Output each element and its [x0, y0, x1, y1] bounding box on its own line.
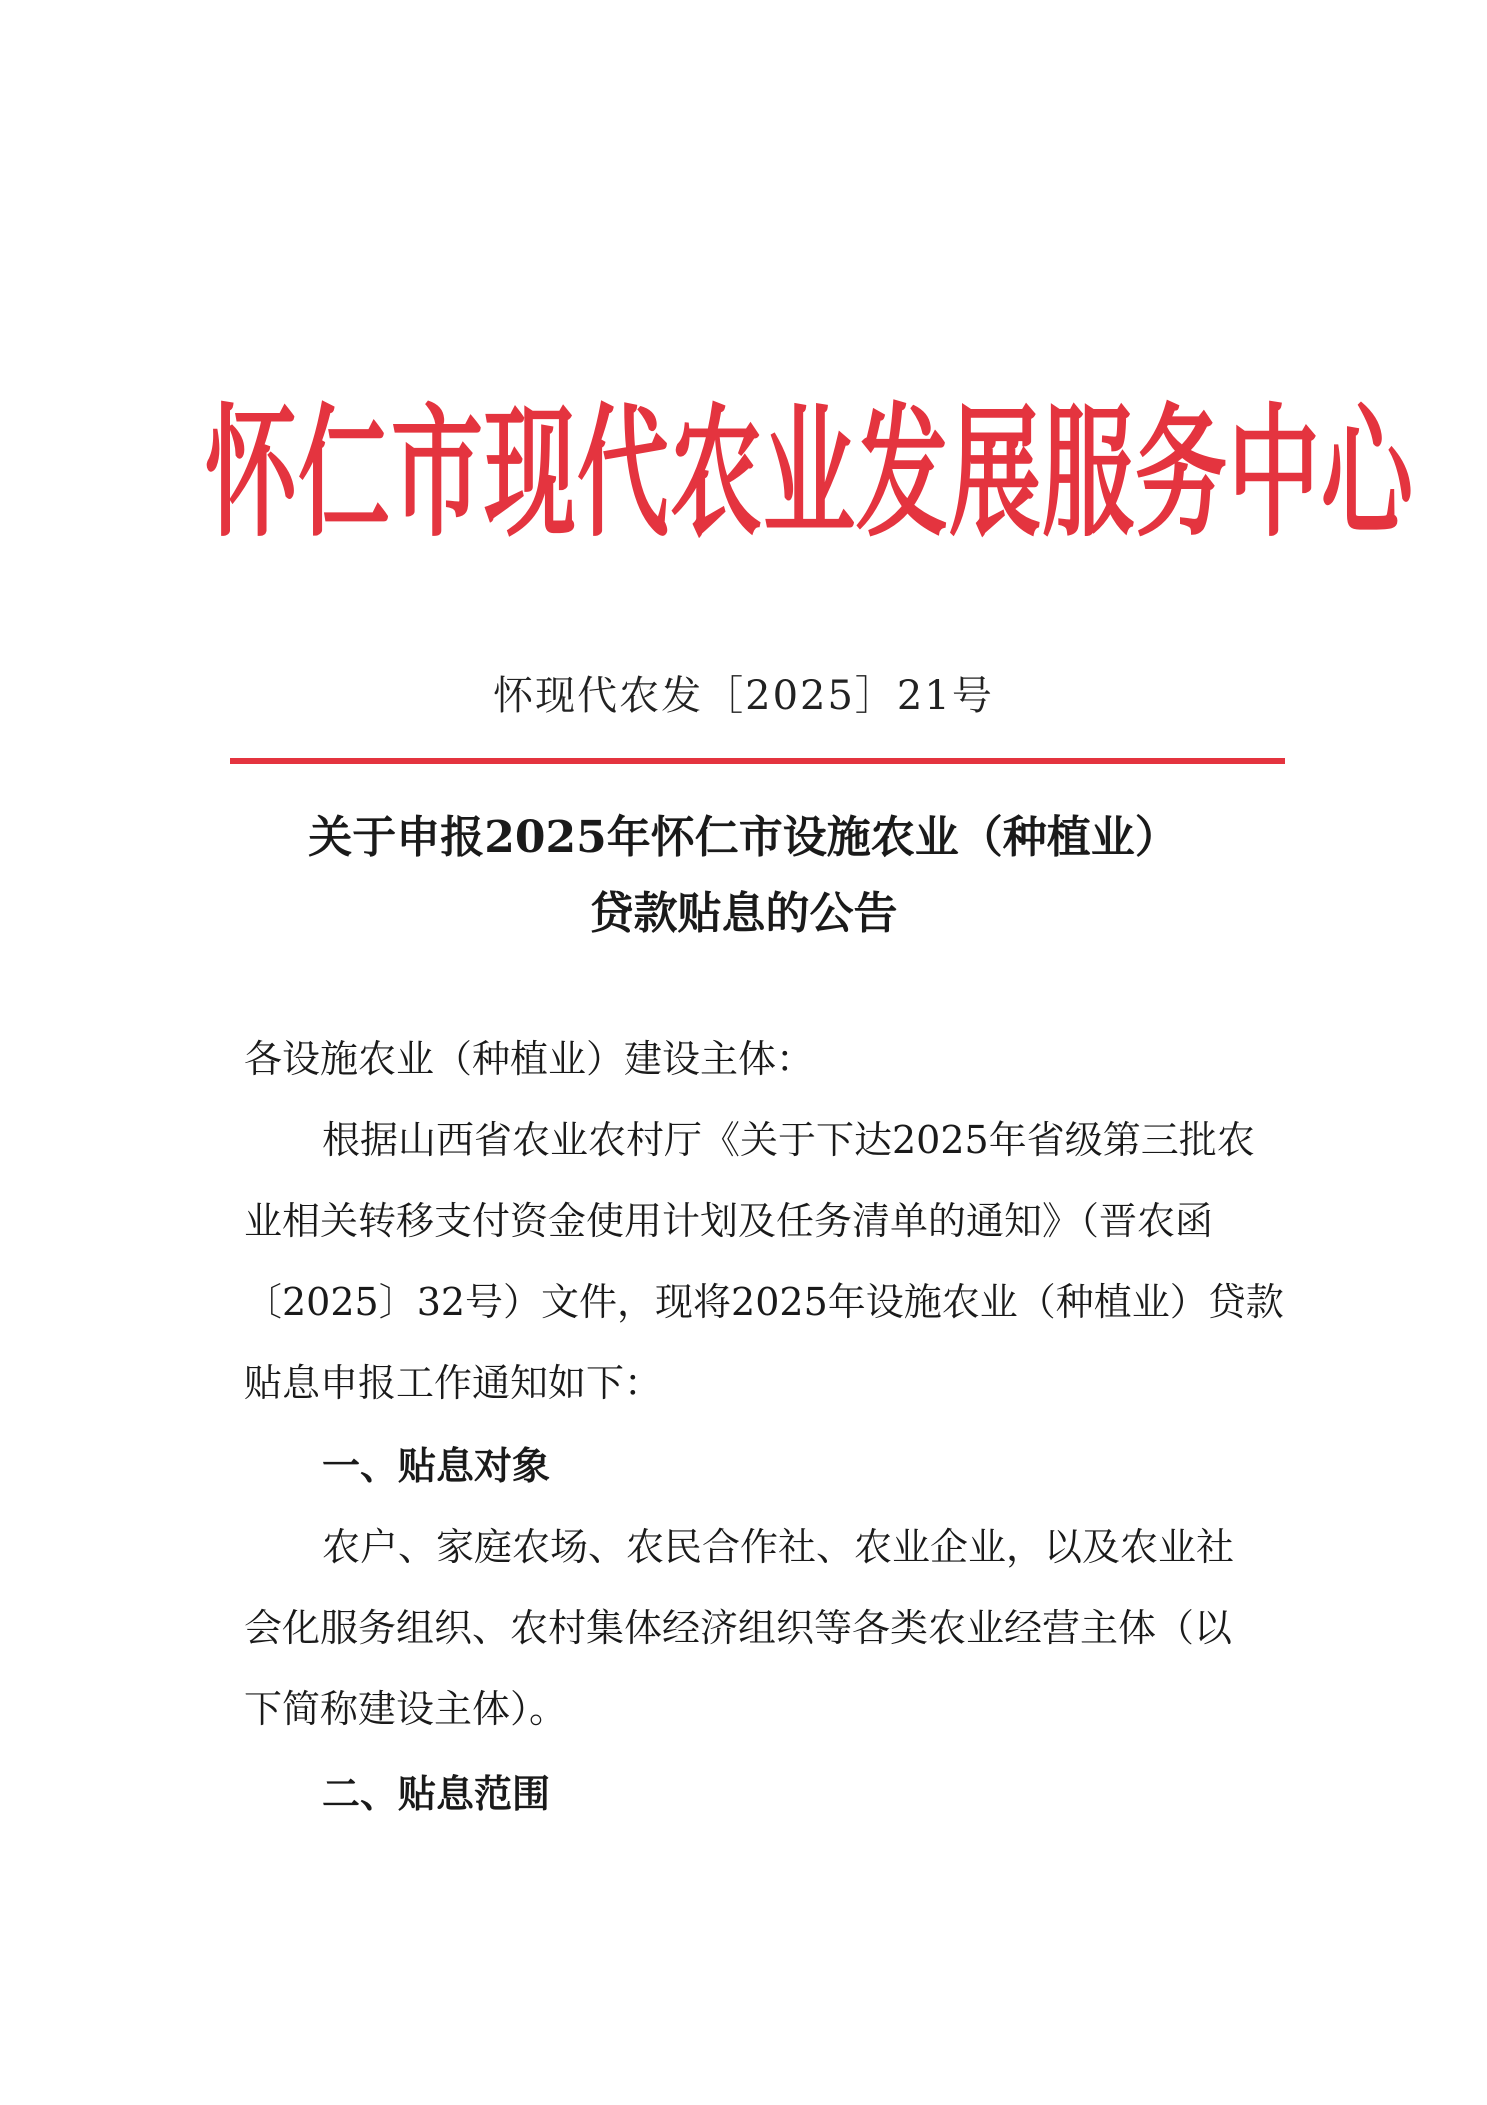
salutation: 各设施农业（种植业）建设主体：: [244, 1037, 815, 1081]
red-divider-rule: [230, 758, 1285, 764]
document-number: 怀现代农发［2025］21号: [493, 673, 994, 719]
section-1-line-2: 会化服务组织、农村集体经济组织等各类农业经营主体（以: [244, 1606, 1233, 1650]
section-2-heading: 二、贴息范围: [322, 1772, 551, 1816]
issuer-masthead: 怀仁市现代农业发展服务中心: [205, 390, 1415, 557]
section-1-line-3: 下简称建设主体）。: [244, 1687, 568, 1731]
section-1-line-1: 农户、家庭农场、农民合作社、农业企业，以及农业社: [322, 1525, 1235, 1569]
intro-line-4: 贴息申报工作通知如下：: [244, 1361, 663, 1405]
section-1-heading: 一、贴息对象: [322, 1444, 551, 1488]
notice-title-line-2: 贷款贴息的公告: [589, 888, 898, 939]
intro-line-2: 业相关转移支付资金使用计划及任务清单的通知》（晋农函: [244, 1199, 1214, 1243]
intro-line-1: 根据山西省农业农村厅《关于下达2025年省级第三批农: [322, 1118, 1255, 1162]
notice-title-line-1: 关于申报2025年怀仁市设施农业（种植业）: [308, 812, 1179, 863]
intro-line-3: 〔2025〕32号）文件，现将2025年设施农业（种植业）贷款: [244, 1280, 1284, 1324]
